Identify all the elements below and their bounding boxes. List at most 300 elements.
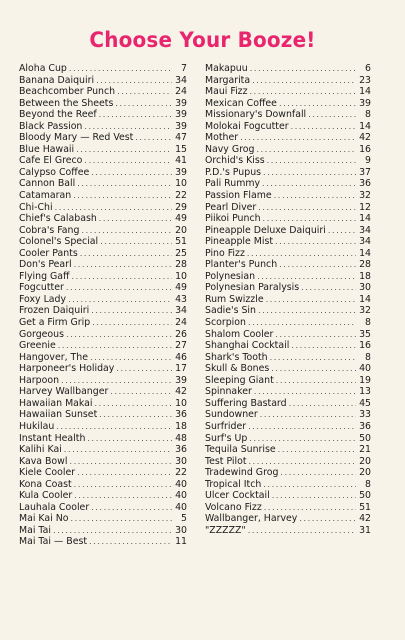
drink-name: Shark's Tooth: [205, 351, 268, 363]
drink-name: Rum Swizzle: [205, 293, 264, 305]
index-entry: [205, 479, 371, 491]
drink-name: Surfrider: [205, 420, 247, 432]
dot-leader: [72, 271, 173, 283]
drink-name: Pineapple Mist: [205, 236, 274, 248]
drink-name: Banana Daiquiri: [19, 74, 95, 86]
dot-leader: [84, 121, 172, 133]
dot-leader: [249, 456, 356, 468]
index-entry: [19, 167, 187, 179]
page-number: 40: [175, 501, 187, 513]
dot-leader: [256, 144, 356, 156]
index-entry: [19, 329, 187, 341]
index-entry: [205, 63, 371, 75]
dot-leader: [252, 75, 356, 87]
dot-leader: [289, 398, 356, 410]
drink-name: Molokai Fogcutter: [205, 120, 289, 132]
dot-leader: [291, 340, 356, 352]
drink-name: Cobra's Fang: [19, 224, 80, 236]
dot-leader: [77, 178, 172, 190]
drink-name: Harvey Wallbanger: [19, 386, 109, 398]
index-entry: [205, 98, 371, 110]
dot-leader: [80, 248, 172, 260]
index-entry: [205, 271, 371, 283]
page-number: 34: [175, 74, 187, 86]
drink-name: Missionary's Downfall: [205, 109, 307, 121]
page-number: 46: [175, 351, 187, 363]
drink-name: Cooler Pants: [19, 247, 78, 259]
page-number: 42: [175, 386, 187, 398]
index-entry: [19, 375, 187, 387]
drink-name: Makapuu: [205, 63, 248, 74]
drink-name: Spinnaker: [205, 386, 252, 398]
index-entry: [205, 352, 371, 364]
index-entry: [205, 225, 371, 237]
drink-name: Instant Health: [19, 432, 86, 444]
index-entry: [19, 340, 187, 352]
page-number: 48: [175, 432, 187, 444]
dot-leader: [247, 248, 356, 260]
index-entry: [205, 513, 371, 525]
index-entry: [205, 329, 371, 341]
dot-leader: [267, 155, 356, 167]
index-entry: [205, 86, 371, 98]
page-number: 39: [175, 120, 187, 132]
index-entry: [19, 155, 187, 167]
index-entry: [19, 109, 187, 121]
page-number: 40: [175, 490, 187, 502]
index-entry: [205, 444, 371, 456]
page-number: 51: [175, 236, 187, 248]
page-number: 6: [365, 63, 371, 74]
drink-name: Piikoi Punch: [205, 213, 261, 225]
index-entry: [19, 282, 187, 294]
page-number: 39: [175, 166, 187, 178]
page-number: 16: [359, 143, 371, 155]
page-number: 26: [175, 328, 187, 340]
page-number: 51: [359, 501, 371, 513]
index-entry: [19, 98, 187, 110]
page-number: 49: [175, 213, 187, 225]
drink-name: "ZZZZZ": [205, 524, 246, 536]
dot-leader: [308, 109, 356, 121]
dot-leader: [66, 282, 172, 294]
index-entry: [19, 502, 187, 514]
page-number: 25: [175, 247, 187, 259]
index-entry: [19, 121, 187, 133]
dot-leader: [58, 340, 172, 352]
page-number: 32: [359, 305, 371, 317]
dot-leader: [258, 202, 356, 214]
drink-name: Kiele Cooler: [19, 467, 76, 479]
dot-leader: [91, 502, 172, 514]
dot-leader: [250, 86, 356, 98]
index-entry: [205, 202, 371, 214]
drink-name: Pearl Diver: [205, 201, 257, 213]
dot-leader: [135, 132, 172, 144]
index-entry: [19, 63, 187, 75]
dot-leader: [74, 490, 172, 502]
index-entry: [19, 317, 187, 329]
index-entry: [205, 340, 371, 352]
index-entry: [19, 513, 187, 525]
page-number: 14: [359, 120, 371, 132]
page-number: 18: [359, 270, 371, 282]
dot-leader: [301, 282, 356, 294]
drink-name: Aloha Cup: [19, 63, 67, 74]
index-entry: [205, 305, 371, 317]
page-number: 39: [175, 97, 187, 109]
drink-name: Orchid's Kiss: [205, 155, 265, 167]
dot-leader: [328, 225, 356, 237]
page-number: 30: [175, 524, 187, 536]
index-entry: [205, 386, 371, 398]
page-number: 42: [359, 132, 371, 144]
drink-name: Beachcomber Punch: [19, 86, 116, 98]
page-number: 20: [359, 467, 371, 479]
dot-leader: [264, 502, 356, 514]
dot-leader: [110, 386, 172, 398]
dot-leader: [69, 63, 172, 75]
page-number: 31: [359, 524, 371, 536]
page-number: 8: [365, 109, 371, 121]
drink-name: Mai Tai — Best: [19, 536, 88, 548]
dot-leader: [92, 317, 172, 329]
page-number: 34: [359, 236, 371, 248]
drink-name: Foxy Lady: [19, 293, 67, 305]
index-entry: [205, 178, 371, 190]
index-entry: [205, 155, 371, 167]
drink-name: Get a Firm Grip: [19, 317, 91, 329]
index-entry: [19, 294, 187, 306]
index-entry: [19, 467, 187, 479]
dot-leader: [249, 433, 356, 445]
page-number: 20: [359, 455, 371, 467]
dot-leader: [274, 190, 356, 202]
index-entry: [205, 75, 371, 87]
drink-name: Sundowner: [205, 409, 258, 421]
page-number: 14: [359, 293, 371, 305]
page-number: 10: [175, 397, 187, 409]
drink-name: Shanghai Cocktail: [205, 340, 290, 352]
dot-leader: [280, 467, 356, 479]
page-number: 13: [359, 386, 371, 398]
dot-leader: [270, 352, 356, 364]
drink-name: Suffering Bastard: [205, 397, 287, 409]
page-number: 32: [359, 190, 371, 202]
page-number: 41: [175, 155, 187, 167]
drink-name: Mother: [205, 132, 239, 144]
drink-name: Passion Flame: [205, 190, 272, 202]
index-entry: [205, 190, 371, 202]
drink-name: Sleeping Giant: [205, 374, 274, 386]
drink-name: Frozen Daiquiri: [19, 305, 90, 317]
dot-leader: [258, 305, 356, 317]
dot-leader: [254, 386, 356, 398]
index-entry: [19, 190, 187, 202]
index-entry: [19, 409, 187, 421]
dot-leader: [87, 433, 172, 445]
page-number: 20: [175, 224, 187, 236]
dot-leader: [279, 98, 356, 110]
index-entry: [205, 433, 371, 445]
drink-name: Fogcutter: [19, 282, 64, 294]
index-entry: [19, 132, 187, 144]
page-number: 8: [365, 351, 371, 363]
dot-leader: [68, 294, 172, 306]
page-number: 12: [359, 201, 371, 213]
index-entry: [205, 421, 371, 433]
page-number: 24: [175, 86, 187, 98]
drink-name: Mai Tai: [19, 524, 51, 536]
dot-leader: [76, 144, 172, 156]
index-entry: [205, 375, 371, 387]
drink-name: Maui Fizz: [205, 86, 248, 98]
page-number: 14: [359, 247, 371, 259]
dot-leader: [73, 190, 172, 202]
drink-name: Wallbanger, Harvey: [205, 513, 298, 525]
page-number: 50: [359, 432, 371, 444]
index-entry: [19, 386, 187, 398]
dot-leader: [64, 444, 172, 456]
dot-leader: [275, 329, 356, 341]
drink-name: Sadie's Sin: [205, 305, 256, 317]
page-number: 33: [359, 409, 371, 421]
drink-name: Margarita: [205, 74, 251, 86]
drink-name: Catamaran: [19, 190, 72, 202]
page-number: 10: [175, 270, 187, 282]
index-entry: [205, 294, 371, 306]
page-number: 29: [175, 201, 187, 213]
drink-name: Mai Kai No: [19, 513, 69, 525]
page-number: 40: [359, 363, 371, 375]
index-entry: [205, 259, 371, 271]
page-number: 36: [359, 420, 371, 432]
dot-leader: [257, 271, 356, 283]
dot-leader: [55, 202, 172, 214]
index-entry: [19, 536, 187, 548]
drink-name: Tequila Sunrise: [205, 444, 276, 456]
page-number: 22: [175, 467, 187, 479]
drink-name: Navy Grog: [205, 143, 255, 155]
dot-leader: [275, 236, 356, 248]
dot-leader: [56, 421, 172, 433]
index-entry: [205, 409, 371, 421]
page-number: 10: [175, 178, 187, 190]
drink-name: Kula Cooler: [19, 490, 73, 502]
dot-leader: [248, 421, 356, 433]
dot-leader: [81, 225, 172, 237]
dot-leader: [260, 409, 356, 421]
index-entry: [19, 444, 187, 456]
drink-name: Hawaiian Sunset: [19, 409, 98, 421]
page-number: 11: [175, 536, 187, 548]
page-number: 36: [175, 444, 187, 456]
index-entry: [19, 305, 187, 317]
index-entry: [19, 202, 187, 214]
dot-leader: [263, 479, 356, 491]
page-number: 18: [175, 420, 187, 432]
index-entry: [19, 525, 187, 537]
index-entry: [19, 178, 187, 190]
page-number: 39: [175, 374, 187, 386]
drink-name: Calypso Coffee: [19, 166, 90, 178]
page-number: 35: [359, 328, 371, 340]
drink-name: Shalom Cooler: [205, 328, 274, 340]
drink-name: Pali Rummy: [205, 178, 261, 190]
dot-leader: [248, 525, 356, 537]
drink-name: Pino Fizz: [205, 247, 245, 259]
page-number: 47: [175, 132, 187, 144]
page-number: 24: [175, 317, 187, 329]
drink-name: Blue Hawaii: [19, 143, 75, 155]
dot-leader: [100, 236, 172, 248]
dot-leader: [84, 155, 172, 167]
index-entry: [205, 467, 371, 479]
drink-name: Between the Sheets: [19, 97, 114, 109]
page-number: 39: [359, 97, 371, 109]
drink-name: Pineapple Deluxe Daiquiri: [205, 224, 326, 236]
page-number: 49: [175, 282, 187, 294]
page-number: 19: [359, 374, 371, 386]
index-entry: [19, 144, 187, 156]
drink-name: Colonel's Special: [19, 236, 99, 248]
index-entry: [19, 259, 187, 271]
drink-name: Black Passion: [19, 120, 83, 132]
page-number: 43: [175, 293, 187, 305]
drink-name: Kalihi Kai: [19, 444, 62, 456]
drink-name: Volcano Fizz: [205, 501, 262, 513]
drink-name: Gorgeous: [19, 328, 64, 340]
index-entry: [19, 352, 187, 364]
drink-name: Hangover, The: [19, 351, 88, 363]
page-number: 42: [359, 513, 371, 525]
dot-leader: [279, 259, 356, 271]
index-entry: [205, 132, 371, 144]
drink-name: Lauhala Cooler: [19, 501, 90, 513]
index-entry: [205, 502, 371, 514]
index-entry: [205, 282, 371, 294]
page-number: 23: [359, 74, 371, 86]
drink-name: Test Pilot: [205, 455, 247, 467]
page-number: 30: [359, 282, 371, 294]
dot-leader: [70, 513, 172, 525]
dot-leader: [91, 305, 172, 317]
index-entry: [19, 213, 187, 225]
dot-leader: [276, 375, 356, 387]
page-number: 9: [365, 155, 371, 167]
drink-name: Chi-Chi: [19, 201, 53, 213]
page-number: 21: [359, 444, 371, 456]
index-entry: [19, 479, 187, 491]
index-entry: [19, 225, 187, 237]
index-entry: [205, 167, 371, 179]
page-number: 34: [359, 224, 371, 236]
dot-leader: [69, 456, 172, 468]
index-entry: [205, 456, 371, 468]
right-column-index: [205, 63, 371, 536]
index-entry: [205, 363, 371, 375]
dot-leader: [271, 363, 356, 375]
dot-leader: [77, 467, 172, 479]
page-number: 28: [359, 259, 371, 271]
index-entry: [19, 398, 187, 410]
dot-leader: [66, 329, 172, 341]
index-entry: [19, 248, 187, 260]
page-number: 30: [175, 455, 187, 467]
page-number: 17: [175, 363, 187, 375]
page-number: 8: [365, 478, 371, 490]
dot-leader: [89, 536, 172, 548]
drink-name: Hawaiian Makai: [19, 397, 93, 409]
drink-name: Tropical Itch: [205, 478, 262, 490]
index-entry: [205, 236, 371, 248]
drink-name: Greenie: [19, 340, 56, 352]
page-number: 8: [365, 317, 371, 329]
dot-leader: [90, 352, 172, 364]
page-number: 45: [359, 397, 371, 409]
dot-leader: [262, 178, 356, 190]
drink-name: Don's Pearl: [19, 259, 72, 271]
drink-name: Cannon Ball: [19, 178, 76, 190]
page-number: 16: [359, 340, 371, 352]
drink-name: Beyond the Reef: [19, 109, 97, 121]
page-number: 7: [181, 63, 187, 74]
page-number: 5: [181, 513, 187, 525]
page-number: 22: [175, 190, 187, 202]
dot-leader: [99, 409, 172, 421]
drink-name: Ulcer Cocktail: [205, 490, 270, 502]
dot-leader: [250, 63, 356, 75]
dot-leader: [74, 479, 172, 491]
index-entry: [19, 421, 187, 433]
index-entry: [205, 109, 371, 121]
dot-leader: [248, 317, 356, 329]
index-entry: [19, 271, 187, 283]
index-entry: [19, 75, 187, 87]
page-title: Choose Your Booze!: [89, 28, 316, 52]
page-number: 36: [359, 178, 371, 190]
index-entry: [19, 363, 187, 375]
drink-name: Tradewind Grog: [205, 467, 279, 479]
index-entry: [205, 213, 371, 225]
page-number: 14: [359, 213, 371, 225]
dot-leader: [272, 490, 356, 502]
page-number: 50: [359, 490, 371, 502]
index-entry: [19, 433, 187, 445]
dot-leader: [95, 398, 172, 410]
drink-name: Kava Bowl: [19, 455, 68, 467]
drink-name: Polynesian Paralysis: [205, 282, 300, 294]
index-entry: [205, 398, 371, 410]
drink-name: Kona Coast: [19, 478, 72, 490]
left-column-index: [19, 63, 187, 548]
page-number: 27: [175, 340, 187, 352]
index-entry: [205, 248, 371, 260]
drink-name: Polynesian: [205, 270, 256, 282]
dot-leader: [116, 363, 172, 375]
drink-name: Chief's Calabash: [19, 213, 97, 225]
drink-name: Scorpion: [205, 317, 246, 329]
drink-name: Harpoon: [19, 374, 60, 386]
dot-leader: [99, 213, 172, 225]
dot-leader: [91, 167, 172, 179]
page-number: 28: [175, 259, 187, 271]
drink-name: Flying Gaff: [19, 270, 70, 282]
page-number: 37: [359, 166, 371, 178]
page-number: 34: [175, 305, 187, 317]
index-entry: [19, 236, 187, 248]
page-number: 14: [359, 86, 371, 98]
